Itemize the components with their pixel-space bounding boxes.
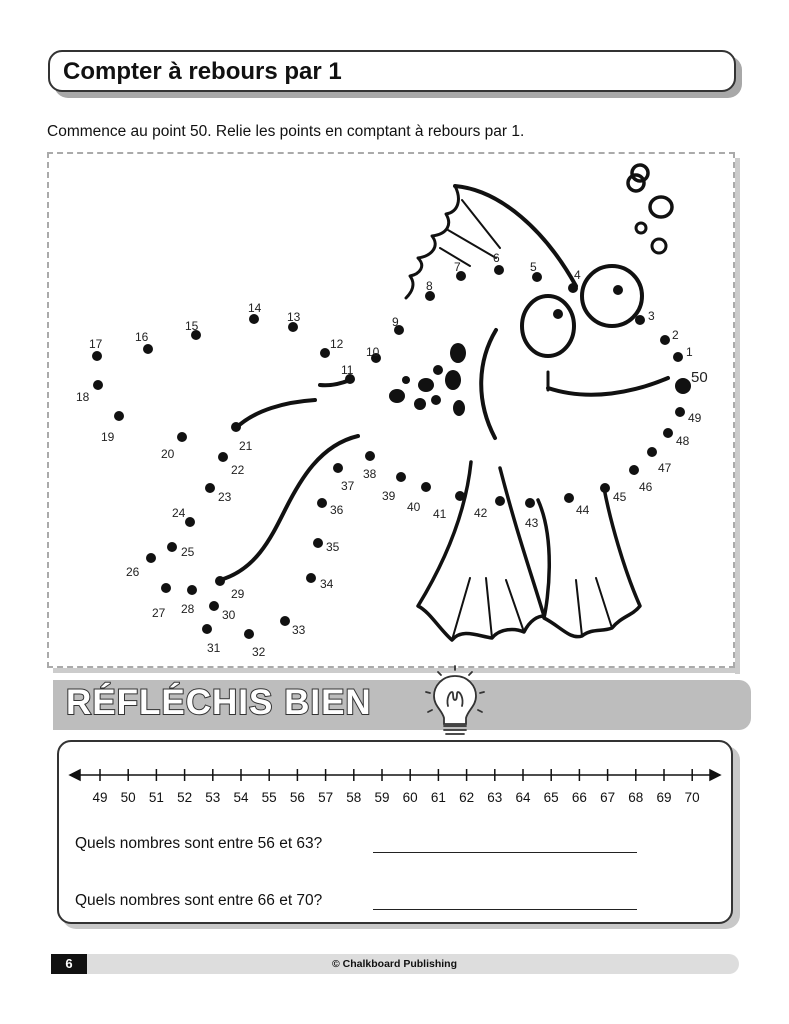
dot-label-36: 36 (330, 503, 344, 517)
dot-label-16: 16 (135, 330, 149, 344)
dot-label-8: 8 (426, 279, 433, 293)
arrow-left-icon (70, 770, 80, 780)
dot-label-22: 22 (231, 463, 245, 477)
dot-label-41: 41 (433, 507, 447, 521)
page-number: 6 (51, 954, 87, 974)
dot-label-37: 37 (341, 479, 355, 493)
tick-label-62: 62 (459, 790, 475, 805)
dot-label-4: 4 (574, 268, 581, 282)
dot-label-29: 29 (231, 587, 245, 601)
tick-label-53: 53 (205, 790, 221, 805)
dot-label-38: 38 (363, 467, 377, 481)
dot-label-10: 10 (366, 345, 380, 359)
dot-label-47: 47 (658, 461, 672, 475)
dot-label-45: 45 (613, 490, 627, 504)
dot-label-35: 35 (326, 540, 340, 554)
dot-label-26: 26 (126, 565, 140, 579)
instruction-text: Commence au point 50. Relie les points en comptant à rebours par 1. (47, 123, 525, 140)
tick-label-61: 61 (430, 790, 446, 805)
dot-label-49: 49 (688, 411, 702, 425)
tick-label-69: 69 (656, 790, 672, 805)
dot-label-28: 28 (181, 602, 195, 616)
dot-label-11: 11 (341, 363, 354, 377)
dot-label-48: 48 (676, 434, 690, 448)
tick-label-52: 52 (177, 790, 193, 805)
answer-line-1[interactable] (373, 838, 637, 853)
question-2: Quels nombres sont entre 66 et 70? (75, 892, 323, 909)
arrow-right-icon (710, 770, 720, 780)
dot-label-18: 18 (76, 390, 90, 404)
dot-label-40: 40 (407, 500, 421, 514)
dot-label-31: 31 (207, 641, 221, 655)
copyright: © Chalkboard Publishing (332, 958, 457, 970)
answer-line-2[interactable] (373, 895, 637, 910)
dot-label-27: 27 (152, 606, 166, 620)
tick-label-59: 59 (374, 790, 390, 805)
tick-label-60: 60 (402, 790, 418, 805)
dot-label-5: 5 (530, 260, 537, 274)
dot-label-33: 33 (292, 623, 306, 637)
tick-label-65: 65 (543, 790, 559, 805)
tick-label-55: 55 (261, 790, 277, 805)
dot-label-34: 34 (320, 577, 334, 591)
dot-label-24: 24 (172, 506, 186, 520)
tick-label-63: 63 (487, 790, 503, 805)
tick-label-68: 68 (628, 790, 644, 805)
dot-label-2: 2 (672, 328, 679, 342)
dot-label-44: 44 (576, 503, 590, 517)
dot-label-17: 17 (89, 337, 103, 351)
question-1: Quels nombres sont entre 56 et 63? (75, 835, 323, 852)
dot-label-9: 9 (392, 315, 399, 329)
dot-label-21: 21 (239, 439, 253, 453)
dot-label-25: 25 (181, 545, 195, 559)
dot-label-15: 15 (185, 319, 199, 333)
dot-label-7: 7 (454, 260, 461, 274)
dot-label-19: 19 (101, 430, 115, 444)
dot-label-13: 13 (287, 310, 301, 324)
dot-label-46: 46 (639, 480, 653, 494)
think-title: RÉFLÉCHIS BIEN (66, 683, 372, 722)
dot-label-39: 39 (382, 489, 396, 503)
dot-label-1: 1 (686, 345, 693, 359)
dot-label-12: 12 (330, 337, 344, 351)
dot-label-14: 14 (248, 301, 262, 315)
tick-label-66: 66 (571, 790, 587, 805)
tick-label-54: 54 (233, 790, 249, 805)
tick-label-70: 70 (684, 790, 700, 805)
dot-label-50: 50 (691, 369, 708, 386)
page-title: Compter à rebours par 1 (63, 58, 342, 85)
dot-label-3: 3 (648, 309, 655, 323)
dot-label-43: 43 (525, 516, 539, 530)
dot-label-32: 32 (252, 645, 266, 659)
tick-label-67: 67 (600, 790, 616, 805)
tick-label-51: 51 (148, 790, 164, 805)
tick-label-64: 64 (515, 790, 531, 805)
dot-label-20: 20 (161, 447, 175, 461)
tick-label-56: 56 (289, 790, 305, 805)
tick-label-49: 49 (92, 790, 108, 805)
tick-label-50: 50 (120, 790, 136, 805)
dot-label-30: 30 (222, 608, 236, 622)
tick-label-57: 57 (318, 790, 334, 805)
dot-label-23: 23 (218, 490, 232, 504)
dot-label-42: 42 (474, 506, 488, 520)
tick-label-58: 58 (346, 790, 362, 805)
dot-label-6: 6 (493, 251, 500, 265)
